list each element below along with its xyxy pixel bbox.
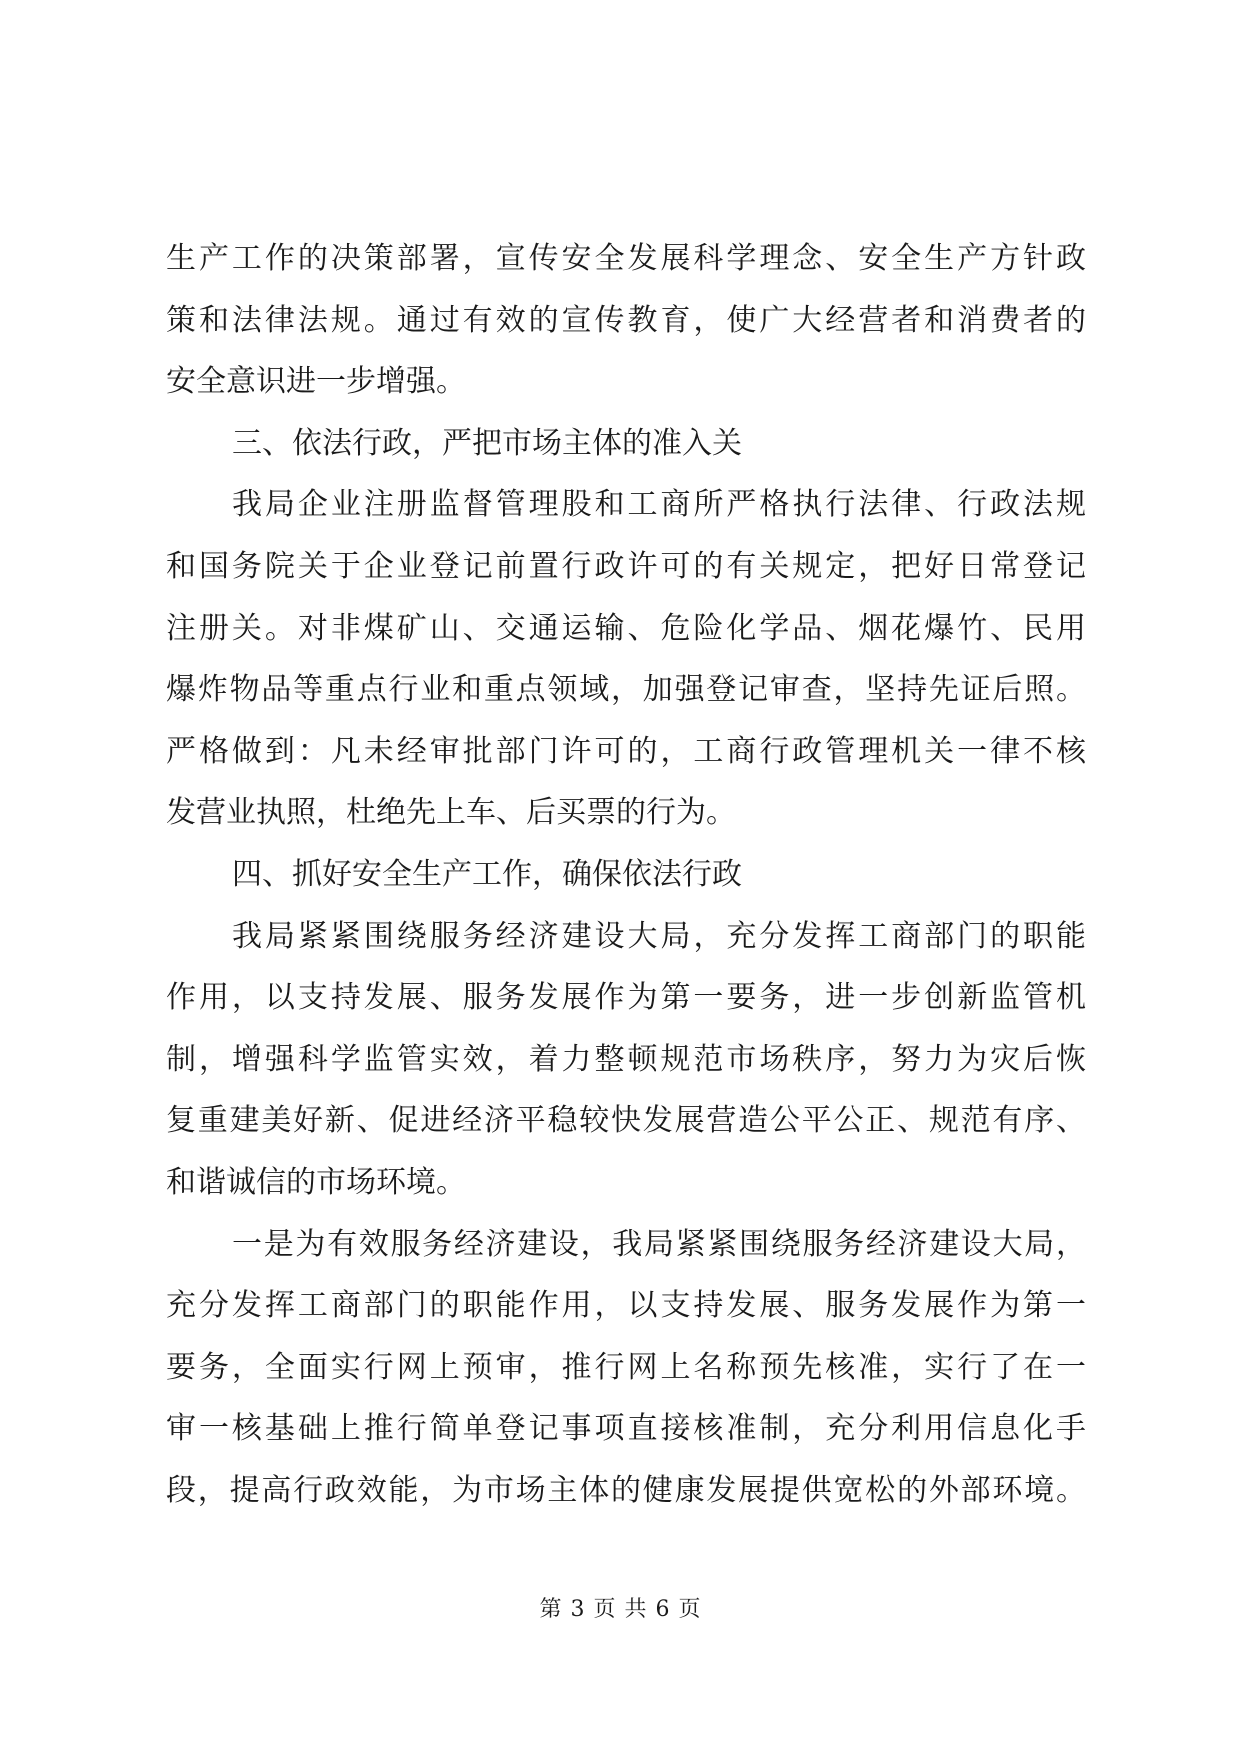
text-line: 复重建美好新、促进经济平稳较快发展营造公平公正、规范有序、	[166, 1103, 1086, 1139]
text-line: 爆炸物品等重点行业和重点领域，加强登记审查，坚持先证后照。	[166, 672, 1086, 708]
section-heading: 四、抓好安全生产工作，确保依法行政	[232, 856, 742, 892]
text-line: 审一核基础上推行简单登记事项直接核准制，充分利用信息化手	[166, 1411, 1086, 1447]
page-number-footer: 第 3 页 共 6 页	[539, 1597, 702, 1622]
text-line: 和谐诚信的市场环境。	[166, 1164, 466, 1200]
text-line: 发营业执照，杜绝先上车、后买票的行为。	[166, 795, 736, 831]
text-line: 一是为有效服务经济建设，我局紧紧围绕服务经济建设大局，	[232, 1226, 1086, 1262]
text-line: 我局紧紧围绕服务经济建设大局，充分发挥工商部门的职能	[232, 918, 1086, 954]
text-line: 和国务院关于企业登记前置行政许可的有关规定，把好日常登记	[166, 548, 1086, 584]
text-line: 安全意识进一步增强。	[166, 364, 466, 400]
text-line: 我局企业注册监督管理股和工商所严格执行法律、行政法规	[232, 487, 1086, 523]
text-line: 作用，以支持发展、服务发展作为第一要务，进一步创新监管机	[166, 980, 1086, 1016]
text-line: 生产工作的决策部署，宣传安全发展科学理念、安全生产方针政	[166, 241, 1086, 276]
text-line: 注册关。对非煤矿山、交通运输、危险化学品、烟花爆竹、民用	[166, 610, 1086, 646]
text-line: 制，增强科学监管实效，着力整顿规范市场秩序，努力为灾后恢	[166, 1041, 1086, 1077]
text-line: 要务，全面实行网上预审，推行网上名称预先核准，实行了在一	[166, 1349, 1086, 1385]
text-line: 充分发挥工商部门的职能作用，以支持发展、服务发展作为第一	[166, 1288, 1086, 1324]
section-heading: 三、依法行政，严把市场主体的准入关	[232, 425, 742, 461]
text-line: 策和法律法规。通过有效的宣传教育，使广大经营者和消费者的	[166, 302, 1086, 338]
text-line: 段，提高行政效能，为市场主体的健康发展提供宽松的外部环境。	[166, 1472, 1086, 1508]
body-text	[166, 228, 1086, 1521]
text-line: 严格做到：凡未经审批部门许可的，工商行政管理机关一律不核	[166, 733, 1086, 769]
